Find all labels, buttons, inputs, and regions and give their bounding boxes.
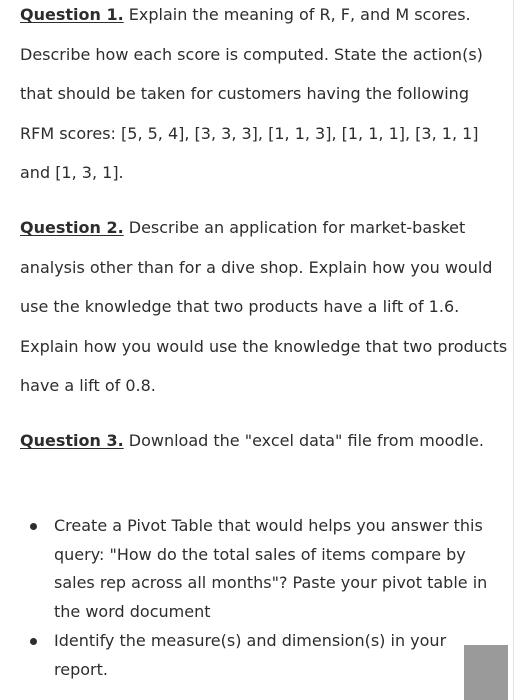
bullet-text: Identify the measure(s) and dimension(s) in your report.: [54, 631, 447, 679]
question-1-body: Explain the meaning of R, F, and M scores. Describe how each score is computed. State the action(s) that should be taken for customers having the following RFM scores: [5, 5, 4], [3, 3, 3], [1, 1, 3], [1, 1, 1], [3, 1, 1] and [1, 3, 1].: [20, 5, 483, 183]
question-2: [20, 208, 508, 406]
bullet-text: Create a Pivot Table that would helps you answer this query: "How do the total sales of items compare by sales rep across all months"? Paste your pivot table in the word document: [54, 516, 488, 621]
list-item: [20, 512, 500, 626]
question-1: [20, 0, 508, 193]
list-item: [20, 627, 500, 684]
question-3-bullet-list: [20, 512, 500, 685]
question-1-title: Question 1.: [20, 5, 124, 24]
question-2-body: Describe an application for market-basket analysis other than for a dive shop. Explain how you would use the knowledge that two products have a lift of 1.6. Explain how you would use the knowledge that two products have a lift of 0.8.: [20, 218, 508, 396]
bullet-icon: [30, 638, 37, 645]
question-2-title: Question 2.: [20, 218, 124, 237]
bullet-icon: [30, 523, 37, 530]
question-3-title: Question 3.: [20, 431, 124, 450]
question-3: [20, 421, 508, 461]
scroll-thumb[interactable]: [464, 645, 508, 700]
question-3-body: Download the "excel data" file from moodle.: [123, 431, 484, 450]
